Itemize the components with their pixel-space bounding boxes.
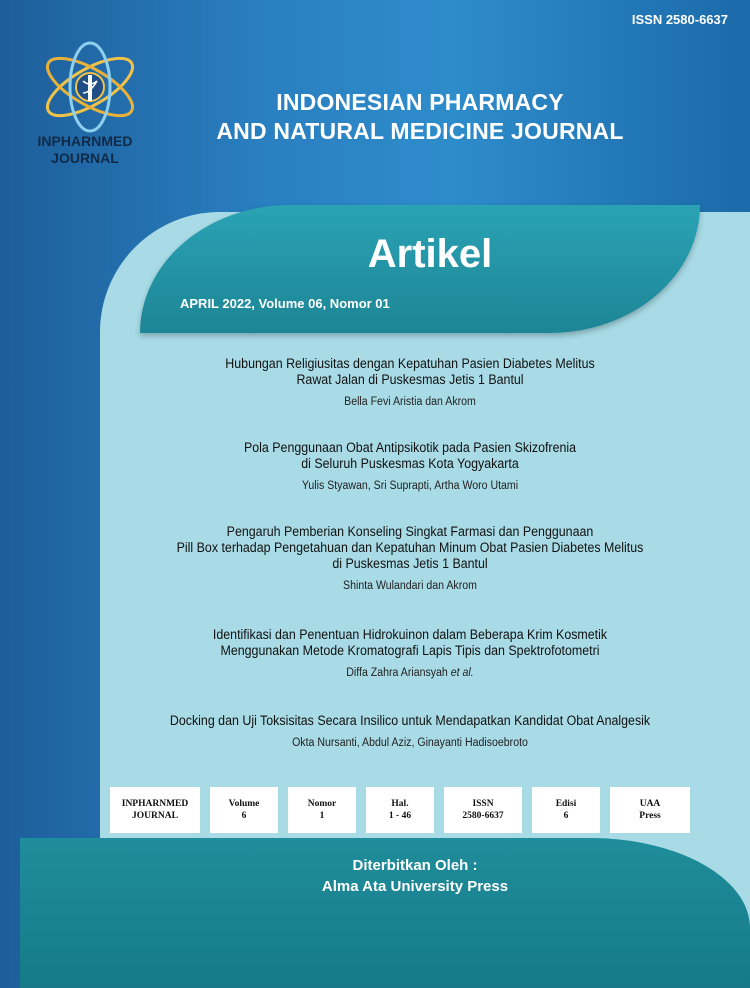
article-title-line: Menggunakan Metode Kromatografi Lapis Tipis dan Spektrofotometri xyxy=(220,643,600,658)
info-box-value: 1 - 46 xyxy=(388,811,412,821)
info-box-volume xyxy=(210,787,278,833)
article-title-line: Pola Penggunaan Obat Antipsikotik pada Pasien Skizofrenia xyxy=(243,440,577,455)
journal-title xyxy=(190,88,650,146)
article-title-line: Hubungan Religiusitas dengan Kepatuhan Pasien Diabetes Melitus xyxy=(225,356,595,371)
article-authors: Okta Nursanti, Abdul Aziz, Ginayanti Hadisoebroto xyxy=(292,737,528,749)
article-title-line: Pengaruh Pemberian Konseling Singkat Farmasi dan Penggunaan xyxy=(226,524,594,539)
article-title-line: Docking dan Uji Toksisitas Secara Insilico untuk Mendapatkan Kandidat Obat Analgesik xyxy=(169,713,651,728)
info-box-label: UAA xyxy=(639,799,661,809)
info-box-value: 6 xyxy=(563,811,569,821)
info-box-label: Nomor xyxy=(307,799,337,809)
info-box-value: 2580-6637 xyxy=(462,811,504,821)
article-2 xyxy=(110,440,710,492)
issn-label: ISSN 2580-6637 xyxy=(631,12,728,27)
atom-caduceus-icon xyxy=(35,35,145,135)
info-box-value: JOURNAL xyxy=(132,811,178,821)
info-box-label: Volume xyxy=(228,799,260,809)
info-box-journal xyxy=(110,787,200,833)
journal-title-line-2: AND NATURAL MEDICINE JOURNAL xyxy=(216,118,624,144)
info-box-edition xyxy=(532,787,600,833)
info-box-label: ISSN xyxy=(472,799,494,809)
article-4 xyxy=(110,627,710,679)
info-box-pages xyxy=(366,787,434,833)
section-title: Artikel xyxy=(367,232,493,276)
publisher-name: Alma Ata University Press xyxy=(321,878,509,895)
info-box-number xyxy=(288,787,356,833)
logo-line-2: JOURNAL xyxy=(51,150,119,166)
article-title-line: Identifikasi dan Penentuan Hidrokuinon dalam Beberapa Krim Kosmetik xyxy=(212,627,608,642)
publisher-info xyxy=(290,855,540,897)
issue-line: APRIL 2022, Volume 06, Nomor 01 xyxy=(180,296,390,311)
author-names: Diffa Zahra Ariansyah xyxy=(346,667,451,679)
article-title-line: di Puskesmas Jetis 1 Bantul xyxy=(332,556,488,571)
info-box-value: 6 xyxy=(241,811,247,821)
info-row xyxy=(110,787,700,833)
info-box-label: INPHARNMED xyxy=(121,799,189,809)
journal-title-line-1: INDONESIAN PHARMACY xyxy=(276,89,564,115)
article-authors xyxy=(134,667,686,679)
article-3 xyxy=(110,524,710,592)
info-box-label: Edisi xyxy=(555,799,577,809)
published-by: Diterbitkan Oleh : xyxy=(352,857,478,874)
article-1 xyxy=(110,356,710,408)
article-authors: Bella Fevi Aristia dan Akrom xyxy=(344,396,476,408)
article-authors: Yulis Styawan, Sri Suprapti, Artha Woro Utami xyxy=(301,480,519,492)
info-box-press xyxy=(610,787,690,833)
info-box-label: Hal. xyxy=(391,799,409,809)
article-title-line: di Seluruh Puskesmas Kota Yogyakarta xyxy=(301,456,519,471)
info-box-value: 1 xyxy=(319,811,325,821)
article-title-line: Rawat Jalan di Puskesmas Jetis 1 Bantul xyxy=(296,372,524,387)
logo-line-1: INPHARNMED xyxy=(37,133,133,149)
logo-wordmark xyxy=(10,133,160,167)
article-title-line: Pill Box terhadap Pengetahuan dan Kepatuhan Minum Obat Pasien Diabetes Melitus xyxy=(176,540,644,555)
article-authors: Shinta Wulandari dan Akrom xyxy=(343,580,477,592)
info-box-value: Press xyxy=(639,811,661,821)
et-al: et al. xyxy=(450,667,474,679)
info-box-issn xyxy=(444,787,522,833)
article-5 xyxy=(110,713,710,749)
